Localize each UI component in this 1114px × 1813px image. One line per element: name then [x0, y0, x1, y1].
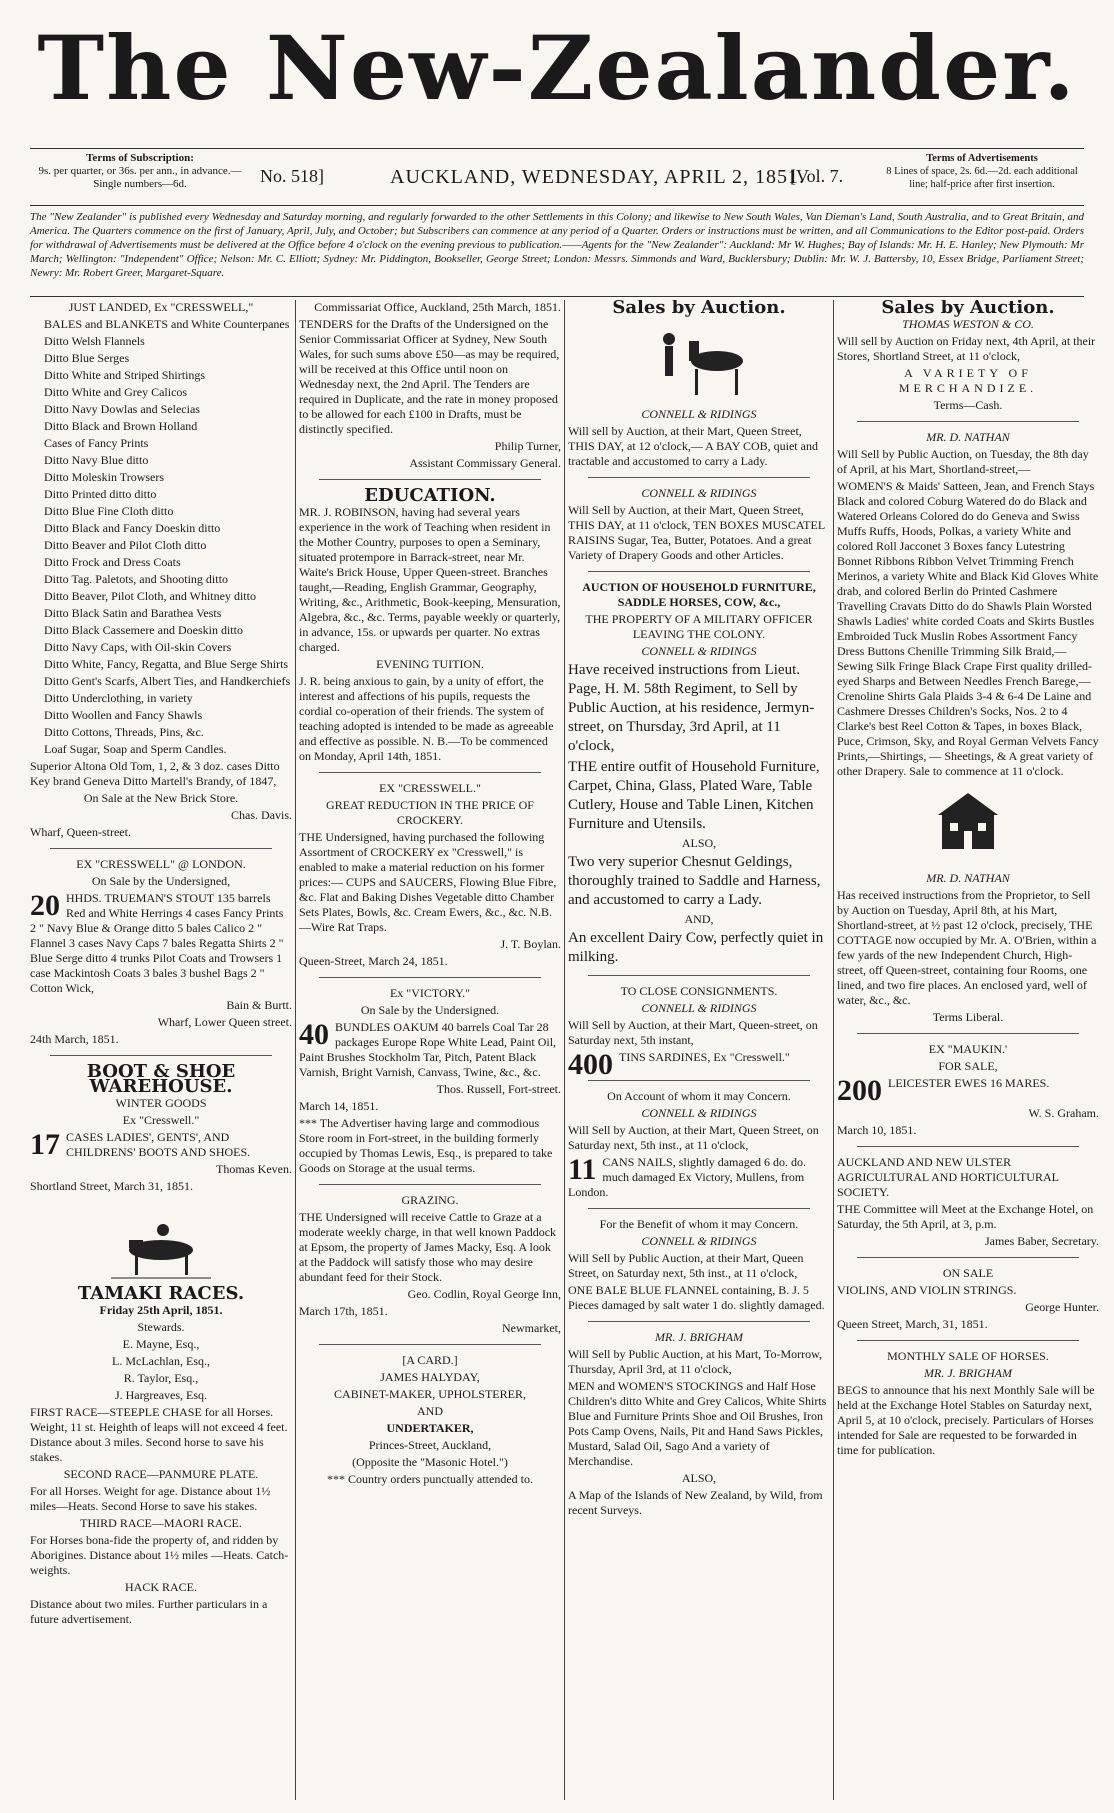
signature: George Hunter. — [1025, 1300, 1099, 1314]
issue-date: AUCKLAND, WEDNESDAY, APRIL 2, 1851. — [390, 166, 806, 188]
list-item: Ditto Tag. Paletots, and Shooting ditto — [44, 572, 228, 586]
ad-heading: BOOT & SHOE WAREHOUSE. — [86, 1061, 236, 1097]
auctioneer: CONNELL & RIDINGS — [641, 1106, 757, 1120]
card-line: *** Country orders punctually attended to. — [327, 1472, 533, 1486]
list-item: Ditto Navy Blue ditto — [44, 453, 149, 467]
column-1 — [30, 300, 292, 1800]
ad-date: Shortland Street, March 31, 1851. — [30, 1179, 193, 1193]
card-line: (Opposite the "Masonic Hotel.") — [352, 1455, 508, 1469]
card-line: Princes-Street, Auckland, — [368, 1438, 492, 1452]
ad-body: WOMEN'S & Maids' Satteen, Jean, and French Stays Black and colored Coburg Watered do do Black and Watered Orleans Colored do do Geneva and Swiss Muffs Ruffs, Hoods, Polkas, a variety White and colored Roll Jacconet 3 Boxes fancy Lutestring Bonnet Ribbons Ribbon Velvet Trimming French Merinos, a variety White and Black Kid Gloves White drab, and colored Berlin do Printed Cashmere Travelling Cravats Ditto do do Shawls Plain Worsted Shawls Ladies' white corded Coats and Skirts Bustles Embroided Tuck Muslin Robes Assortment Fancy Dress Buttons Chenille Trimming Silk Braid,—Sewing Silk Fringe Black Crape First quality drilled-eyed Sharps and Between Needles French Barege,—Crenoline Shirts Gala Plaids 3-4 & 6-4 De Laine and Cashmere Dresses Children's Socks, Nos. 2 to 4 Clarke's best Reel Cotton & Tapes, in boxes Black, Puce, Crimson, Sky, and Royal German Velvets Fancy Prints,—Shirtings, — Sheetings, & A great variety of other Drapery. Sale to commence at 11 o'clock. — [837, 479, 1099, 778]
divider — [588, 477, 810, 478]
ad-date: Queen Street, March, 31, 1851. — [837, 1317, 988, 1331]
subscription-terms — [30, 152, 250, 191]
ad-body: Will Sell by Auction, at their Mart, Queen Street, on Saturday next, 5th inst., at 11 o'clock, — [568, 1123, 819, 1152]
divider — [319, 1344, 541, 1345]
auctioneer: CONNELL & RIDINGS — [641, 1234, 757, 1248]
divider — [857, 1257, 1079, 1258]
section-heading: Sales by Auction. — [612, 300, 786, 318]
stewards-title: Stewards. — [137, 1320, 185, 1334]
card-label: [A CARD.] — [402, 1353, 458, 1367]
list-item: Ditto Black Cassemere and Doeskin ditto — [44, 623, 243, 637]
race-title: SECOND RACE—PANMURE PLATE. — [63, 1467, 259, 1481]
cottage-illustration — [837, 785, 1099, 865]
ad-body: CANS NAILS, slightly damaged 6 do. do. much damaged Ex Victory, Mullens, from London. — [568, 1155, 807, 1199]
ad-heading: MONTHLY SALE OF HORSES. — [887, 1349, 1049, 1363]
auctioneer: CONNELL & RIDINGS — [641, 644, 757, 658]
steward: E. Mayne, Esq., — [122, 1337, 200, 1351]
divider — [588, 1208, 810, 1209]
issue-number: No. 518] — [260, 166, 324, 186]
signature: Bain & Burtt. — [226, 998, 292, 1012]
ad-body: THE Undersigned will receive Cattle to Graze at a moderate weekly charge, in that well known Paddock at Epsom, the property of James Macky, Esq. A look at the Paddock will satisfy those who may desire abundant feed for their Stock. — [299, 1210, 557, 1284]
list-item: Loaf Sugar, Soap and Sperm Candles. — [44, 742, 227, 756]
ad-body: Superior Altona Old Tom, 1, 2, & 3 doz. cases Ditto Key brand Geneva Ditto Martell's Brandy, of 1847, — [30, 759, 280, 788]
ad-terms: Terms Liberal. — [932, 1010, 1004, 1024]
divider — [319, 977, 541, 978]
top-rule — [30, 148, 1084, 149]
ad-place: Wharf, Lower Queen street. — [157, 1015, 292, 1029]
quantity: 40 — [299, 1018, 329, 1051]
ad-body: Two very superior Chesnut Geldings, thoroughly trained to Saddle and Harness, and accustomed to carry a Lady. — [568, 854, 821, 908]
list-item: Ditto Beaver, Pilot Cloth, and Whitney ditto — [44, 589, 256, 603]
ad-body: LEICESTER EWES 16 MARES. — [888, 1076, 1050, 1090]
ad-date: March 10, 1851. — [837, 1123, 917, 1137]
advert-terms — [880, 152, 1084, 191]
signature: Thos. Russell, Fort-street. — [436, 1082, 561, 1096]
quantity: 400 — [568, 1048, 613, 1081]
list-item: Ditto Beaver and Pilot Cloth ditto — [44, 538, 207, 552]
card-line: CABINET-MAKER, UPHOLSTERER, — [334, 1387, 526, 1401]
ad-body: Will Sell by Public Auction, at his Mart, To-Morrow, Thursday, April 3rd, at 11 o'clock, — [568, 1347, 822, 1376]
divider — [857, 421, 1079, 422]
man-with-horse-illustration — [568, 321, 830, 401]
list-item: Ditto Blue Serges — [44, 351, 130, 365]
ad-body: Will Sell by Auction, at their Mart, Queen Street, THIS DAY, at 11 o'clock, TEN BOXES MUSCATEL RAISINS Sugar, Tea, Butter, Potatoes. And a great Variety of Drapery Goods and other Articles. — [568, 503, 825, 562]
divider — [588, 975, 810, 976]
list-item: Ditto Black and Brown Holland — [44, 419, 198, 433]
ad-place: Commissariat Office, Auckland, 25th March, 1851. — [314, 300, 561, 314]
header-bar — [30, 152, 1084, 202]
ad-connector: AND, — [684, 912, 714, 926]
divider — [319, 772, 541, 773]
list-item: Ditto Woollen and Fancy Shawls — [44, 708, 203, 722]
auctioneer: MR. J. BRIGHAM — [655, 1330, 743, 1344]
signature: J. T. Boylan. — [500, 937, 561, 951]
race-title: THIRD RACE—MAORI RACE. — [80, 1516, 242, 1530]
signature: James Baber, Secretary. — [984, 1234, 1099, 1248]
quantity: 200 — [837, 1074, 882, 1107]
race-text: Distance about two miles. Further particulars in a future advertisement. — [30, 1597, 268, 1626]
card-line: UNDERTAKER, — [386, 1421, 474, 1435]
list-item: Ditto Cottons, Threads, Pins, &c. — [44, 725, 204, 739]
ad-heading: Ex "VICTORY." — [389, 986, 471, 1000]
race-text: FIRST RACE—STEEPLE CHASE for all Horses. Weight, 11 st. Heighth of leaps will not exceed 4 feet. Distance about 3 miles. Second horse to save his stakes. — [30, 1405, 288, 1464]
ad-subheading: On Sale by the Undersigned. — [360, 1003, 500, 1017]
ad-subheading: WINTER GOODS — [115, 1096, 207, 1110]
ad-heading: EDUCATION. — [364, 485, 496, 506]
signature: Philip Turner, — [494, 439, 561, 453]
list-item: Ditto White, Fancy, Regatta, and Blue Serge Shirts — [44, 657, 289, 671]
ad-body: A Map of the Islands of New Zealand, by Wild, from recent Surveys. — [568, 1488, 823, 1517]
ad-body: THE entire outfit of Household Furniture, Carpet, China, Glass, Plated Ware, Table Cutlery, House and Table Linen, Kitchen Furniture and Utensils. — [568, 759, 820, 832]
column-2 — [299, 300, 561, 1800]
ad-body: Will sell by Auction, at their Mart, Queen Street, THIS DAY, at 12 o'clock,— A BAY COB, quiet and tractable and accustomed to carry a Lady. — [568, 424, 818, 468]
list-item: Cases of Fancy Prints — [44, 436, 149, 450]
steward: J. Hargreaves, Esq. — [114, 1388, 208, 1402]
header-rule — [30, 205, 1084, 206]
divider — [50, 848, 272, 849]
ad-connector: ALSO, — [681, 836, 717, 850]
ad-heading: For the Benefit of whom it may Concern. — [599, 1217, 799, 1231]
publication-notice: The "New Zealander" is published every Wednesday and Saturday morning, and regularly forwarded to the other Settlements in this Colony; and likewise to New South Wales, Van Dieman's Land, South Australia, and to Great Britain, and America. The Quarters commence on the first of January, April, July, and October; but Subscribers can commence at any period of a Quarter. Orders or instructions must be written, and all Communications to the Editor post-paid. Orders for withdrawal of Advertisements must be delivered at the Office before 4 o'clock on the evening previous to publication.——Agents for the "New Zealander": Auckland: Mr W. Hughes; Bay of Islands: Mr. H. E. Hanley; New Plymouth: Mr March; Wellington: "Independent" Office; Nelson: Mr. C. Elliott; Sydney: Mr. Piddington, Bookseller, George Street; London: Messrs. Simmonds and Ward, Bucklersbury; Dublin: Mr. W. J. Battersby, 10, Essex Bridge, Parliament Street; Newry: Mr. Robert Greer, Margaret-Square. — [30, 211, 1084, 279]
ad-body: ONE BALE BLUE FLANNEL containing, B. J. 5 Pieces damaged by salt water 1 do. slightly damaged. — [568, 1283, 825, 1312]
ad-heading: TAMAKI RACES. — [77, 1283, 245, 1304]
ad-date: Queen-Street, March 24, 1851. — [299, 954, 448, 968]
notice-rule — [30, 296, 1084, 297]
ad-body: MEN and WOMEN'S STOCKINGS and Half Hose Children's ditto White and Grey Calicos, White Shirts Blue and Furniture Prints Shoe and Oil Brushes, Iron Pots Camp Ovens, Nails, Pit and Hand Saws Pickles, Mustard, Salad Oil, Sago And a variety of Merchandise. — [568, 1379, 827, 1468]
ad-body: Have received instructions from Lieut. Page, H. M. 58th Regiment, to Sell by Public Auction, at his residence, Jermyn-street, on Thursday, 3rd April, at 11 o'clock, — [568, 662, 815, 754]
ad-place: Newmarket, — [502, 1321, 561, 1335]
masthead: The New-Zealander. — [37, 16, 1077, 120]
ad-heading: TO CLOSE CONSIGNMENTS. — [620, 984, 778, 998]
ad-body: TENDERS for the Drafts of the Undersigned on the Senior Commissariat Officer at Sydney, New South Wales, for such sums above £50—as may be required, will be received at this Office until noon on Wednesday next, the 2nd April. The Tenders are required in Duplicate, and the rate in money proposed to be allowed for each £100 in Drafts, must be distinctly specified. — [299, 317, 560, 436]
signature: Chas. Davis. — [231, 808, 292, 822]
ad-heading: JUST LANDED, Ex "CRESSWELL," — [68, 300, 254, 314]
column-4 — [837, 300, 1099, 1800]
list-item: Ditto Navy Dowlas and Selecias — [44, 402, 200, 416]
quantity: 20 — [30, 889, 60, 922]
ad-body: J. R. being anxious to gain, by a unity of effort, the interest and affections of his pupils, requests the cordial co-operation of their friends. The system of teaching adopted is intended to be made as agreeable and effective as possible. N. B.—To be commenced on Monday, April 14th, 1851. — [299, 674, 554, 763]
ad-connector: ALSO, — [681, 1471, 717, 1485]
ad-heading: EX "CRESSWELL" @ LONDON. — [76, 857, 246, 871]
quantity: 17 — [30, 1128, 60, 1161]
list-item: Ditto Black Satin and Barathea Vests — [44, 606, 222, 620]
divider — [588, 571, 810, 572]
ad-subheading: On Sale by the Undersigned, — [91, 874, 231, 888]
divider — [857, 1033, 1079, 1034]
column-divider — [833, 300, 834, 1800]
race-title: HACK RACE. — [124, 1580, 197, 1594]
column-divider — [295, 300, 296, 1800]
ad-heading: EX "MAUKIN.' — [928, 1042, 1008, 1056]
ad-body: BUNDLES OAKUM 40 barrels Coal Tar 28 packages Europe Rope White Lead, Paint Oil, Paint Brushes Stockholm Tar, Pitch, Patent Black Varnish, Bright Varnish, Canvass, Twine, &c., &c. — [299, 1020, 557, 1079]
list-item: Ditto White and Grey Calicos — [44, 385, 188, 399]
column-divider — [564, 300, 565, 1800]
divider — [319, 479, 541, 480]
ad-date: March 17th, 1851. — [299, 1304, 388, 1318]
card-line: AND — [417, 1404, 443, 1418]
volume: [Vol. 7. — [790, 166, 844, 186]
card-line: JAMES HALYDAY, — [380, 1370, 480, 1384]
terms-body: 9s. per quarter, or 36s. per ann., in advance.—Single numbers—6d. — [38, 165, 242, 190]
auctioneer: THOMAS WESTON & CO. — [902, 317, 1034, 331]
list-item: Ditto Gent's Scarfs, Albert Ties, and Handkerchiefs — [44, 674, 291, 688]
ad-heading: On Account of whom it may Concern. — [607, 1089, 791, 1103]
ad-body: A VARIETY OF MERCHANDIZE. — [898, 366, 1038, 395]
ad-heading: AUCKLAND AND NEW ULSTER AGRICULTURAL AND HORTICULTURAL SOCIETY. — [837, 1155, 1059, 1199]
list-item: Ditto Black and Fancy Doeskin ditto — [44, 521, 221, 535]
ad-subheading: THE PROPERTY OF A MILITARY OFFICER LEAVING THE COLONY. — [585, 612, 813, 641]
ad-body: CASES LADIES', GENTS', AND CHILDRENS' BOOTS AND SHOES. — [66, 1130, 251, 1159]
ad-body: *** The Advertiser having large and commodious Store room in Fort-street, in the building formerly occupied by Thomas Lewis, Esq., is prepared to take Goods on Storage at the usual terms. — [299, 1116, 553, 1175]
auctioneer: MR. D. NATHAN — [926, 871, 1010, 885]
divider — [857, 1146, 1079, 1147]
ad-subheading: GREAT REDUCTION IN THE PRICE OF CROCKERY. — [326, 798, 534, 827]
race-text: For all Horses. Weight for age. Distance about 1½ miles—Heats. Second Horse to save his stakes. — [30, 1484, 271, 1513]
ad-body: Will Sell by Public Auction, on Tuesday, the 8th day of April, at his Mart, Shortland-street,— — [837, 447, 1089, 476]
horse-race-illustration — [30, 1200, 292, 1280]
column-3 — [568, 300, 830, 1800]
list-item: Ditto Frock and Dress Coats — [44, 555, 181, 569]
ad-body: VIOLINS, AND VIOLIN STRINGS. — [837, 1283, 1017, 1297]
ad-body: Will Sell by Public Auction, at their Mart, Queen Street, on Saturday next, 5th inst., at 11 o'clock, — [568, 1251, 804, 1280]
race-text: For Horses bona-fide the property of, and ridden by Aborigines. Distance about 1½ miles —Heats. Catch-weights. — [30, 1533, 289, 1577]
signature: Assistant Commissary General. — [409, 456, 561, 470]
ad-heading: GRAZING. — [401, 1193, 459, 1207]
list-item: BALES and BLANKETS and White Counterpanes — [44, 317, 290, 331]
divider — [857, 1340, 1079, 1341]
auctioneer: MR. D. NATHAN — [926, 430, 1010, 444]
ad-body: HHDS. TRUEMAN'S STOUT 135 barrels Red and White Herrings 4 cases Fancy Prints 2 " Navy Blue & Orange ditto 5 bales Calico 2 " Flannel 3 cases Navy Caps 7 bales Regatta Shirts 2 " Blue Serge ditto 4 trunks Pilot Coats and Trowsers 1 case Mackintosh Coats 3 bales 3 bushel Bags 2 " Cotton Wick, — [30, 891, 284, 995]
section-heading: Sales by Auction. — [881, 300, 1055, 318]
list-item: Ditto Printed ditto ditto — [44, 487, 157, 501]
quantity: 11 — [568, 1153, 597, 1186]
ad-body: BEGS to announce that his next Monthly Sale will be held at the Exchange Hotel Stables on Saturday next, April 5, at 10 o'clock, precisely. Particulars of Horses intended for Sale are requested to be forwarded in time for publication. — [837, 1383, 1095, 1457]
auctioneer: CONNELL & RIDINGS — [641, 1001, 757, 1015]
auctioneer: MR. J. BRIGHAM — [924, 1366, 1012, 1380]
divider — [588, 1321, 810, 1322]
list-item: Ditto Blue Fine Cloth ditto — [44, 504, 174, 518]
steward: R. Taylor, Esq., — [123, 1371, 199, 1385]
terms-title: Terms of Subscription: — [86, 152, 194, 164]
ad-body: Will sell by Auction on Friday next, 4th April, at their Stores, Shortland Street, at 11 o'clock, — [837, 334, 1096, 363]
ad-body: On Sale at the New Brick Store. — [83, 791, 239, 805]
divider — [319, 1184, 541, 1185]
ad-body: Has received instructions from the Proprietor, to Sell by Auction on Tuesday, April 8th, at his Mart, Shortland-street, at ½ past 12 o'clock, precisely, THE COTTAGE now occupied by Mr. A. O'Brien, within a few yards of the new Independent Church, High-street, off Queen-street, containing four Rooms, one lined, and two fire places. An enclosed yard, well of water, &c., &c. — [837, 888, 1097, 1007]
ad-body: MR. J. ROBINSON, having had several years experience in the work of Teaching when resident in the Mother Country, purposes to open a Seminary, situated protempore in Barrack-street, near Mr. Waite's Brick House, Upper Queen-street. Branches taught,—Reading, English Grammar, Geography, Writing, &c., Arithmetic, Book-keeping, Mensuration, Algebra, &c., &c. Terms, payable weekly or quarterly, in advance, 15s. or upwards per quarter. No extras charged. — [299, 505, 561, 654]
ad-body: TINS SARDINES, Ex "Cresswell." — [619, 1050, 790, 1064]
ad-body: An excellent Dairy Cow, perfectly quiet in milking. — [568, 930, 824, 965]
goods-list — [30, 317, 292, 757]
divider — [588, 1080, 810, 1081]
ad-body: THE Committee will Meet at the Exchange Hotel, on Saturday, the 5th April, at 3, p.m. — [837, 1202, 1094, 1231]
ad-subheading: Ex "Cresswell." — [122, 1113, 200, 1127]
auctioneer: CONNELL & RIDINGS — [641, 486, 757, 500]
auctioneer: CONNELL & RIDINGS — [641, 407, 757, 421]
ad-body: Will Sell by Auction, at their Mart, Queen-street, on Saturday next, 5th instant, — [568, 1018, 818, 1047]
ad-date: 24th March, 1851. — [30, 1032, 119, 1046]
ad-heading: EX "CRESSWELL." — [379, 781, 481, 795]
adv-title: Terms of Advertisements — [926, 153, 1038, 164]
ad-subheading: FOR SALE, — [938, 1059, 998, 1073]
ad-subheading: EVENING TUITION. — [376, 657, 484, 671]
ad-body: THE Undersigned, having purchased the following Assortment of CROCKERY ex "Cresswell," is enabled to make a material reduction on his former prices:— CUPS and SAUCERS, Flowing Blue Fibre, &c. Flat and Baking Dishes Vegetable ditto Chamber Sets Plates, Bowls, &c. Cream Ewers, &c., &c. N.B.—Wire Rat Traps. — [299, 830, 557, 934]
list-item: Ditto Moleskin Trowsers — [44, 470, 165, 484]
steward: L. McLachlan, Esq., — [112, 1354, 210, 1368]
ad-heading: ON SALE — [942, 1266, 994, 1280]
list-item: Ditto Underclothing, in variety — [44, 691, 193, 705]
ad-date: March 14, 1851. — [299, 1099, 379, 1113]
ad-heading: AUCTION OF HOUSEHOLD FURNITURE, SADDLE HORSES, COW, &c., — [582, 580, 816, 609]
list-item: Ditto Navy Caps, with Oil-skin Covers — [44, 640, 232, 654]
signature: Geo. Codlin, Royal George Inn, — [407, 1287, 561, 1301]
signature: Thomas Keven. — [216, 1162, 292, 1176]
divider — [50, 1055, 272, 1056]
list-item: Ditto Welsh Flannels — [44, 334, 145, 348]
list-item: Ditto White and Striped Shirtings — [44, 368, 206, 382]
signature: W. S. Graham. — [1028, 1106, 1099, 1120]
ad-place: Wharf, Queen-street. — [30, 825, 131, 839]
adv-body: 8 Lines of space, 2s. 6d.—2d. each additional line; half-price after first insertion. — [886, 166, 1078, 190]
race-date: Friday 25th April, 1851. — [99, 1303, 223, 1317]
ad-terms: Terms—Cash. — [933, 398, 1003, 412]
